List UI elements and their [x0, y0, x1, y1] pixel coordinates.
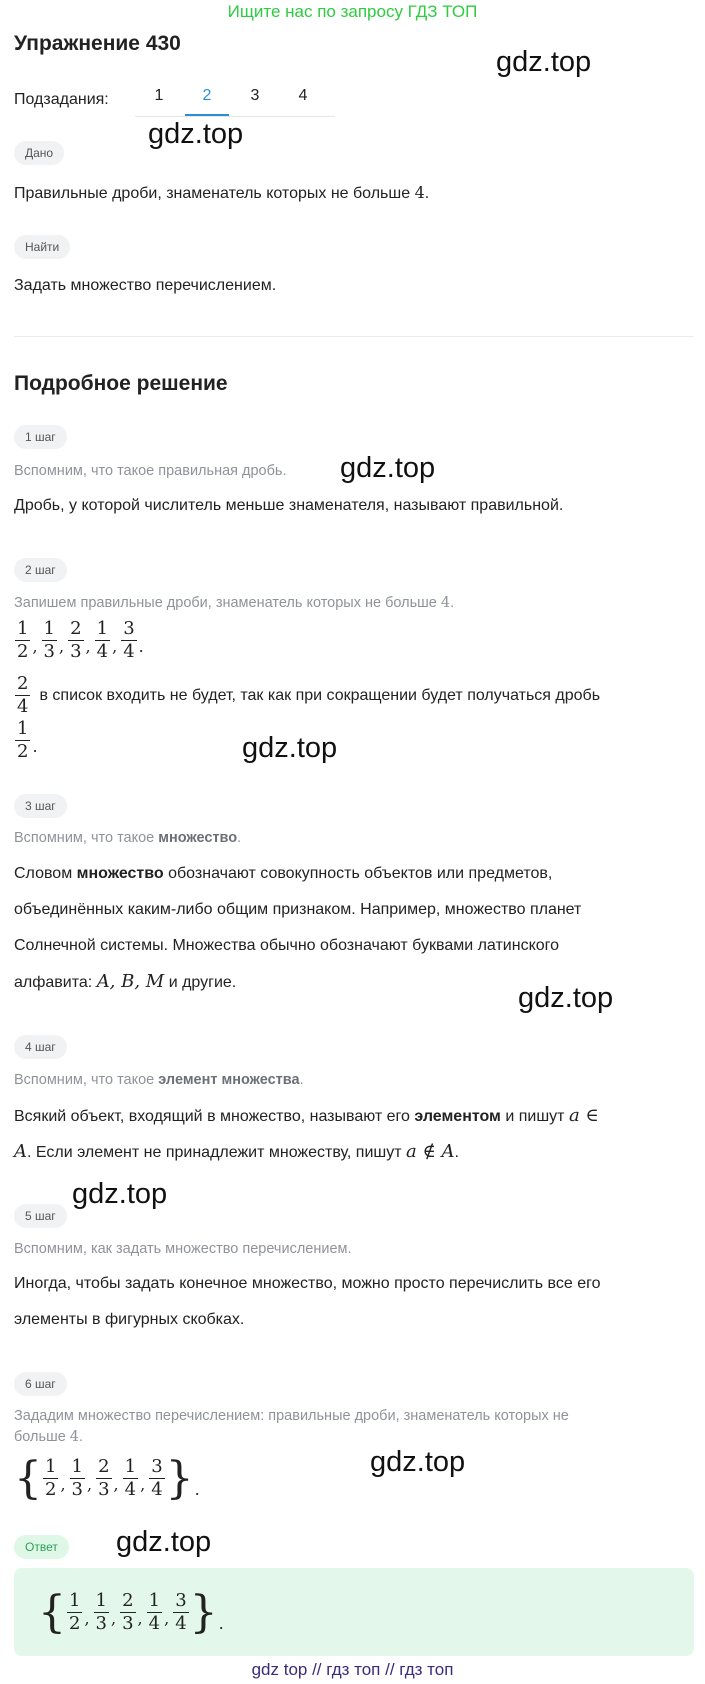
fraction: $\frac{1}{2}$ — [17, 618, 29, 662]
fraction: $\frac{2}{3}$ — [70, 618, 82, 662]
step-2-excluded: $\frac{2}{4}$ в список входить не будет, так как при сокращении будет получаться дробь — [17, 673, 601, 717]
tab-3[interactable]: 3 — [250, 87, 260, 104]
step-6-hint-2: больше 4. — [14, 1429, 84, 1445]
tab-1[interactable]: 1 — [154, 87, 164, 104]
given-number: 4 — [414, 183, 425, 202]
step-5-chip: 5 шаг — [14, 1204, 67, 1228]
watermark: gdz.top — [496, 46, 592, 78]
step-5-line-2: элементы в фигурных скобках. — [14, 1311, 245, 1328]
top-banner[interactable]: Ищите нас по запросу ГДЗ ТОП — [227, 2, 478, 21]
subtasks-label: Подзадания: — [14, 91, 109, 108]
footer-links[interactable]: gdz top // гдз топ // гдз топ — [251, 1660, 454, 1679]
answer-chip: Ответ — [14, 1535, 69, 1559]
watermark: gdz.top — [370, 1446, 466, 1478]
step-2-fractions: $\frac{1}{2}$ , $\frac{1}{3}$ , $\frac{2}{3}$ , $\frac{1}{4}$ , $\frac{3}{4}$ . — [17, 618, 144, 662]
watermark: gdz.top — [518, 982, 614, 1014]
step-5-hint: Вспомним, как задать множество перечислением. — [14, 1241, 352, 1257]
step-2-chip: 2 шаг — [14, 558, 67, 582]
step-3-line-3: Солнечной системы. Множества обычно обозначают буквами латинского — [14, 937, 560, 954]
find-text: Задать множество перечислением. — [14, 277, 277, 294]
given-text: Правильные дроби, знаменатель которых не больше 4. — [14, 183, 430, 202]
step-3-chip: 3 шаг — [14, 794, 67, 818]
step-2-reduced: $\frac{1}{2}$ . — [17, 718, 38, 762]
step-3-hint: Вспомним, что такое множество. — [14, 830, 242, 846]
watermark: gdz.top — [242, 732, 338, 764]
step-4-line-1: Всякий объект, входящий в множество, называют его элементом и пишут a ∈ — [14, 1105, 599, 1126]
fraction: $\frac{1}{2}$ — [69, 1590, 81, 1634]
step-4-line-2: A. Если элемент не принадлежит множеству, пишут a ∉ A. — [14, 1141, 459, 1162]
step-3-line-4: алфавита: A, B, M и другие. — [14, 971, 237, 992]
divider — [14, 336, 694, 337]
fraction: $\frac{2}{3}$ — [122, 1590, 134, 1634]
watermark: gdz.top — [340, 452, 436, 484]
step-4-hint: Вспомним, что такое элемент множества. — [14, 1072, 304, 1088]
fraction: $\frac{1}{4}$ — [96, 618, 109, 662]
watermark: gdz.top — [148, 118, 244, 150]
step-1-text: Дробь, у которой числитель меньше знаменателя, называют правильной. — [14, 497, 564, 514]
step-4-chip: 4 шаг — [14, 1035, 67, 1059]
tabs-underline — [135, 116, 335, 117]
step-1-hint: Вспомним, что такое правильная дробь. — [14, 463, 287, 479]
step-6-chip: 6 шаг — [14, 1372, 67, 1396]
fraction: $\frac{2}{4}$ — [17, 673, 29, 717]
tab-4[interactable]: 4 — [298, 87, 308, 104]
given-chip: Дано — [14, 141, 64, 165]
fraction: $\frac{1}{2}$ — [17, 718, 29, 762]
fraction: $\frac{3}{4}$ — [151, 1456, 163, 1500]
step-6-hint-1: Зададим множество перечислением: правильные дроби, знаменатель которых не — [14, 1408, 569, 1424]
step-5-line-1: Иногда, чтобы задать конечное множество, можно просто перечислить все его — [14, 1275, 601, 1292]
fraction: $\frac{1}{4}$ — [124, 1456, 137, 1500]
fraction: $\frac{1}{3}$ — [71, 1456, 83, 1500]
find-chip: Найти — [14, 235, 70, 259]
page-title: Упражнение 430 — [14, 32, 181, 55]
solution-title: Подробное решение — [14, 372, 228, 395]
step-2-hint: Запишем правильные дроби, знаменатель которых не больше 4. — [14, 595, 455, 611]
fraction: $\frac{3}{4}$ — [175, 1590, 187, 1634]
fraction: $\frac{3}{4}$ — [123, 618, 135, 662]
step-3-line-1: Словом множество обозначают совокупность объектов или предметов, — [14, 865, 553, 882]
watermark: gdz.top — [116, 1526, 212, 1558]
tab-2[interactable]: 2 — [183, 84, 231, 116]
answer-set: { $\frac{1}{2}$ , $\frac{1}{3}$ , $\frac{2}{3}$ , $\frac{1}{4}$ , $\frac{3}{4}$ } . — [38, 1586, 224, 1638]
step-1-chip: 1 шаг — [14, 425, 67, 449]
fraction: $\frac{1}{2}$ — [45, 1456, 57, 1500]
fraction: $\frac{2}{3}$ — [98, 1456, 110, 1500]
watermark: gdz.top — [72, 1178, 168, 1210]
subtasks-bar — [14, 84, 327, 116]
step-6-set: { $\frac{1}{2}$ , $\frac{1}{3}$ , $\frac{2}{3}$ , $\frac{1}{4}$ , $\frac{3}{4}$ } . — [14, 1452, 200, 1504]
fraction: $\frac{1}{3}$ — [95, 1590, 107, 1634]
fraction: $\frac{1}{3}$ — [43, 618, 55, 662]
step-3-line-2: объединённых каким-либо общим признаком. Например, множество планет — [14, 901, 582, 918]
fraction: $\frac{1}{4}$ — [148, 1590, 161, 1634]
